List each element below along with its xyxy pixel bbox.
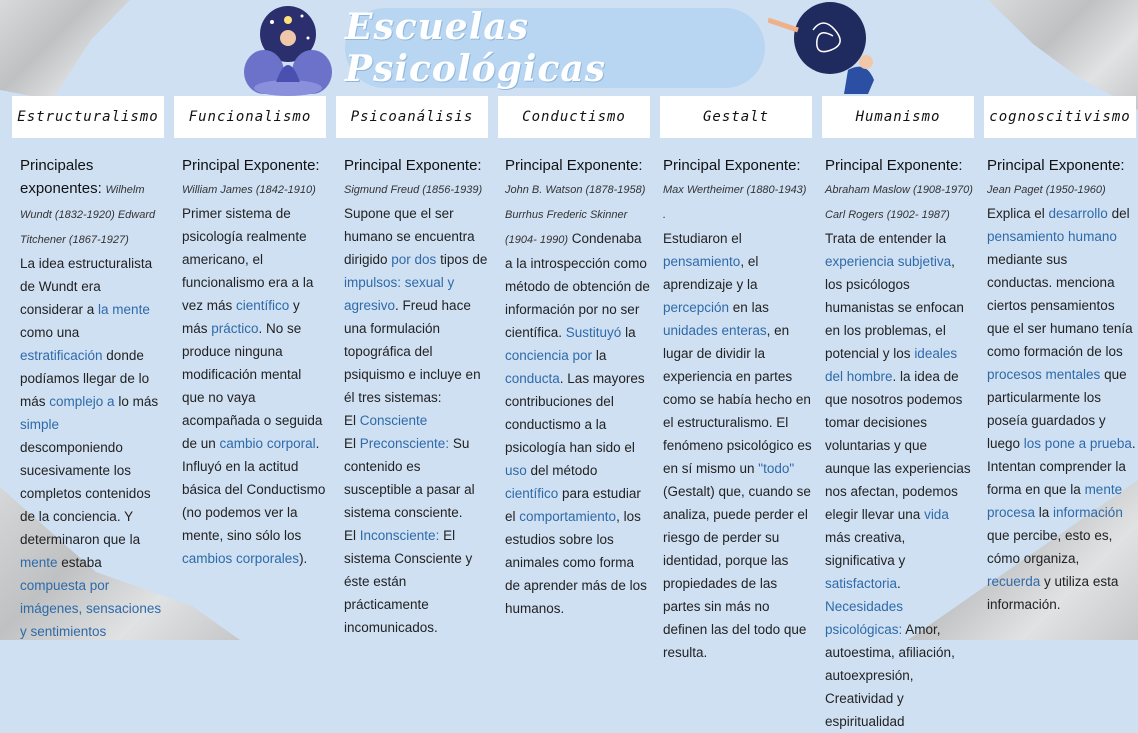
highlight-text: simple	[20, 417, 60, 432]
highlight-text: procesos mentales	[987, 367, 1101, 382]
column-estructuralismo	[12, 96, 164, 643]
exponent-label: Principal Exponente:	[825, 157, 963, 174]
body-text: más creativa, significativa y	[825, 530, 906, 568]
exponent-label: Principal Exponente:	[344, 157, 482, 174]
column-body	[984, 138, 1136, 616]
highlight-text: científico	[505, 486, 559, 501]
highlight-text: por dos	[391, 252, 437, 267]
highlight-text: conciencia por	[505, 348, 593, 363]
body-text: El	[344, 413, 360, 428]
column-header: Funcionalismo	[174, 96, 326, 138]
highlight-text: cambios corporales	[182, 551, 300, 566]
highlight-text: mente procesa	[987, 482, 1123, 520]
paper-corner-top-left	[0, 0, 130, 100]
body-text: mediante sus conductas. menciona ciertos pensamientos que el ser humano tenía como formación de los	[987, 252, 1133, 359]
highlight-text: información	[1053, 505, 1123, 520]
body-text: Estudiaron el	[663, 231, 742, 246]
column-header: Psicoanálisis	[336, 96, 488, 138]
body-text: . Influyó en la actitud básica del Conductismo (no podemos ver la mente, sino sólo los	[182, 436, 326, 543]
highlight-text: Sustituyó	[565, 325, 622, 340]
body-text: Supone que el ser humano se encuentra dirigido	[344, 206, 475, 267]
body-text: El	[344, 528, 360, 543]
highlight-text: mente	[20, 555, 58, 570]
body-text: la	[592, 348, 607, 363]
column-header: cognoscitivismo	[984, 96, 1136, 138]
meditation-illustration-icon	[242, 2, 334, 96]
highlight-text: estratificación	[20, 348, 103, 363]
highlight-text: Inconsciente:	[359, 528, 440, 543]
highlight-text: la mente	[98, 302, 150, 317]
body-text: , los estudios sobre los animales como forma de aprender más de los humanos.	[505, 509, 647, 616]
highlight-text: Preconsciente:	[359, 436, 450, 451]
body-text: , el aprendizaje y la	[663, 254, 759, 292]
highlight-text: cambio corporal	[219, 436, 316, 451]
highlight-text: pensamiento	[663, 254, 741, 269]
body-text: Explica el	[987, 206, 1049, 221]
highlight-text: experiencia subjetiva	[825, 254, 952, 269]
body-text: Condenaba a la introspección como método de obtención de información por no ser científica.	[505, 231, 650, 340]
highlight-text: impulsos: sexual y agresivo	[344, 275, 455, 313]
body-text: El	[344, 436, 360, 451]
exponent-label: Principales exponentes:	[20, 157, 102, 197]
body-text: para estudiar el	[505, 486, 641, 524]
highlight-text: práctico	[211, 321, 259, 336]
exponent-names: Sigmund Freud (1856-1939)	[344, 184, 483, 196]
exponent-label: Principal Exponente:	[505, 157, 643, 174]
exponent-names: William James (1842-1910)	[182, 184, 316, 196]
exponent-names: Jean Paget (1950-1960)	[987, 184, 1106, 196]
exponent-names: John B. Watson (1878-1958) Burrhus Frederic Skinner (1904- 1990)	[505, 184, 646, 246]
column-cognoscitivismo	[984, 96, 1136, 616]
highlight-text: los pone a prueba	[1023, 436, 1132, 451]
body-text: Amor, autoestima, afiliación, autoexpresión, Creatividad y espiritualidad	[825, 622, 955, 729]
highlight-text: complejo a	[49, 394, 115, 409]
body-text: (Gestalt) que, cuando se analiza, puede perder el riesgo de perder su identidad, porque las propiedades de las partes sin más no definen las del todo que resulta.	[663, 484, 811, 660]
body-text: la	[1035, 505, 1054, 520]
highlight-text: unidades enteras	[663, 323, 767, 338]
exponent-names: Abraham Maslow (1908-1970) Carl Rogers (1902- 1987)	[825, 184, 973, 221]
body-text: tipos de	[436, 252, 488, 267]
body-text: . Las mayores contribuciones del conductismo a la psicología han sido el	[505, 371, 645, 455]
body-text: y utiliza esta información.	[987, 574, 1119, 612]
body-text: del método	[526, 463, 598, 478]
body-text: estaba	[57, 555, 102, 570]
exponent-label: Principal Exponente:	[987, 157, 1125, 174]
body-text: como una	[20, 325, 80, 340]
column-body	[822, 138, 974, 733]
column-body	[498, 138, 650, 620]
highlight-text: compuesta por imágenes, sensaciones y sentimientos	[20, 578, 162, 639]
column-body	[174, 138, 326, 570]
body-text: , en lugar de dividir la experiencia en partes como se había hecho en el estructuralismo. El fenómeno psicológico es en sí mismo un	[663, 323, 812, 476]
highlight-text: comportamiento	[519, 509, 617, 524]
column-body	[336, 138, 488, 639]
column-body	[12, 138, 164, 643]
highlight-text: satisfactoria	[825, 576, 898, 591]
column-psicoanalisis	[336, 96, 488, 639]
body-text: La idea estructuralista de Wundt era considerar a	[20, 256, 153, 317]
body-text: lo más	[114, 394, 159, 409]
column-humanismo	[822, 96, 974, 733]
paper-corner-top-right	[988, 0, 1138, 110]
column-conductismo	[498, 96, 650, 620]
column-header: Gestalt	[660, 96, 812, 138]
body-text: , los psicólogos humanistas se enfocan en los problemas, el potencial y los	[825, 254, 964, 361]
body-text: El sistema Consciente y éste están prácticamente incomunicados.	[344, 528, 473, 635]
body-text: Su contenido es susceptible a pasar al sistema consciente.	[344, 436, 475, 520]
body-text: . Intentan comprender la forma en que la	[987, 436, 1136, 497]
highlight-text: recuerda	[987, 574, 1041, 589]
title-banner	[345, 8, 765, 88]
column-header: Conductismo	[498, 96, 650, 138]
tangled-thoughts-illustration-icon	[768, 0, 898, 96]
highlight-text: ideales del hombre	[825, 346, 958, 384]
body-text: . la idea de que nosotros podemos tomar decisiones voluntarias y que aunque las experiencias nos afectan, podemos elegir llevar una	[825, 369, 971, 522]
highlight-text: Consciente	[359, 413, 428, 428]
body-text: donde podíamos llegar de lo más	[20, 348, 150, 409]
column-funcionalismo	[174, 96, 326, 570]
body-text: en las	[729, 300, 769, 315]
page-title: Escuelas Psicológicas	[345, 6, 606, 90]
column-body	[660, 138, 812, 664]
highlight-text: vida	[924, 507, 949, 522]
body-text: . Freud hace una formulación topográfica del psiquismo e incluye en él tres sistemas:	[344, 298, 481, 405]
body-text: .	[897, 576, 901, 591]
body-text: Primer sistema de psicología realmente americano, el funcionalismo era a la vez más	[182, 206, 314, 313]
column-header: Humanismo	[822, 96, 974, 138]
highlight-text: científico	[236, 298, 290, 313]
highlight-text: percepción	[663, 300, 730, 315]
body-text: y más	[182, 298, 300, 336]
exponent-names: Wilhelm Wundt (1832-1920) Edward Titchener (1867-1927)	[20, 184, 156, 246]
column-gestalt	[660, 96, 812, 664]
body-text: descomponiendo sucesivamente los completos contenidos de la conciencia. Y determinaron que la	[20, 440, 151, 547]
exponent-label: Principal Exponente:	[182, 157, 320, 174]
body-text: que percibe, esto es, cómo organiza,	[987, 528, 1113, 566]
column-header: Estructuralismo	[12, 96, 164, 138]
body-text: . No se produce ninguna modificación mental que no vaya acompañada o seguida de un	[182, 321, 323, 451]
body-text: Trata de entender la	[825, 231, 947, 246]
body-text: del	[1107, 206, 1130, 221]
exponent-label: Principal Exponente:	[663, 157, 801, 174]
highlight-text: "todo"	[758, 461, 795, 476]
highlight-text: uso	[505, 463, 527, 478]
body-text: que particularmente los poseía guardados y luego	[987, 367, 1127, 451]
exponent-names: Max Wertheimer (1880-1943) .	[663, 184, 807, 221]
highlight-text: conducta	[505, 371, 560, 386]
highlight-text: desarrollo	[1048, 206, 1108, 221]
highlight-text: Necesidades psicológicas:	[825, 599, 904, 637]
body-text: ).	[299, 551, 308, 566]
body-text: la	[621, 325, 636, 340]
highlight-text: pensamiento humano	[987, 229, 1117, 244]
